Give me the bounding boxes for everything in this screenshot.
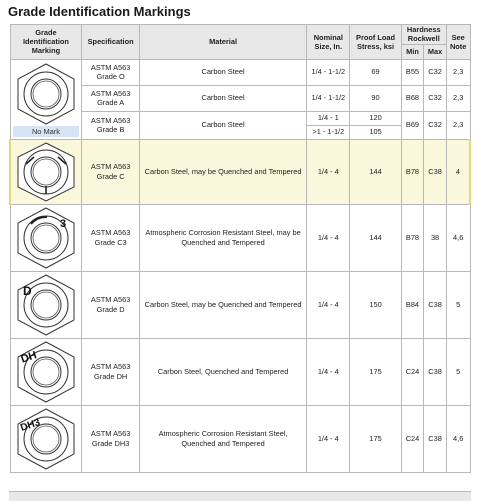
max-cell: C32 xyxy=(424,59,447,85)
note-cell: 4 xyxy=(446,139,470,204)
note-cell: 2,3 xyxy=(446,85,470,111)
material-cell: Carbon Steel, may be Quenched and Tempered xyxy=(139,271,306,338)
note-cell: 5 xyxy=(446,271,470,338)
table-row xyxy=(10,405,470,472)
spec-cell: ASTM A563 Grade C xyxy=(82,139,140,204)
grade-table xyxy=(9,24,471,473)
hex-nut-icon xyxy=(13,273,79,337)
proof-cell: 150 xyxy=(350,271,401,338)
proof-cell: 175 xyxy=(350,338,401,405)
table-row xyxy=(10,59,470,85)
note-cell: 2,3 xyxy=(446,111,470,139)
hex-nut-icon xyxy=(13,340,79,404)
header-min: Min xyxy=(401,44,424,59)
hex-nut-no-mark xyxy=(10,59,82,139)
size-cell: 1/4 - 4 xyxy=(307,204,350,271)
header-specification: Specification xyxy=(82,25,140,60)
table-row-highlighted xyxy=(10,139,470,204)
proof-cell: 120 xyxy=(350,111,401,125)
min-cell: B78 xyxy=(401,139,424,204)
max-cell: C32 xyxy=(424,85,447,111)
header-hardness: Hardness Rockwell xyxy=(401,25,446,45)
material-cell: Carbon Steel xyxy=(139,111,306,139)
size-cell: 1/4 - 1-1/2 xyxy=(307,59,350,85)
header-material: Material xyxy=(139,25,306,60)
size-cell: 1/4 - 4 xyxy=(307,338,350,405)
size-cell: 1/4 - 4 xyxy=(307,271,350,338)
max-cell: 38 xyxy=(424,204,447,271)
max-cell: C32 xyxy=(424,111,447,139)
min-cell: B68 xyxy=(401,85,424,111)
material-cell: Carbon Steel, Quenched and Tempered xyxy=(139,338,306,405)
hex-nut-grade-dh3 xyxy=(10,405,82,472)
proof-cell: 175 xyxy=(350,405,401,472)
hex-nut-icon xyxy=(13,206,79,270)
header-max: Max xyxy=(424,44,447,59)
spec-cell: ASTM A563 Grade C3 xyxy=(82,204,140,271)
min-cell: C24 xyxy=(401,405,424,472)
min-cell: B69 xyxy=(401,111,424,139)
note-cell: 4,6 xyxy=(446,204,470,271)
proof-cell: 144 xyxy=(350,139,401,204)
size-cell: 1/4 - 1-1/2 xyxy=(307,85,350,111)
proof-cell: 90 xyxy=(350,85,401,111)
spec-cell: ASTM A563 Grade O xyxy=(82,59,140,85)
material-cell: Atmospheric Corrosion Resistant Steel, Quenched and Tempered xyxy=(139,405,306,472)
min-cell: B55 xyxy=(401,59,424,85)
nut-mark-text: 3 xyxy=(59,217,67,230)
hex-nut-grade-dh xyxy=(10,338,82,405)
note-cell: 5 xyxy=(446,338,470,405)
note-cell: 4,6 xyxy=(446,405,470,472)
max-cell: C38 xyxy=(424,338,447,405)
hex-nut-icon xyxy=(13,141,79,203)
min-cell: C24 xyxy=(401,338,424,405)
max-cell: C38 xyxy=(424,405,447,472)
table-row xyxy=(10,204,470,271)
size-cell: 1/4 - 4 xyxy=(307,139,350,204)
header-nominal-size: Nominal Size, In. xyxy=(307,25,350,60)
nut-mark-text: D xyxy=(22,283,32,298)
min-cell: B84 xyxy=(401,271,424,338)
header-proof-load: Proof Load Stress, ksi xyxy=(350,25,401,60)
spec-cell: ASTM A563 Grade D xyxy=(82,271,140,338)
hex-nut-grade-c3 xyxy=(10,204,82,271)
spec-cell: ASTM A563 Grade B xyxy=(82,111,140,139)
header-see-note: See Note xyxy=(446,25,470,60)
page-title: Grade Identification Markings xyxy=(8,4,191,19)
size-cell: >1 - 1-1/2 xyxy=(307,125,350,139)
size-cell: 1/4 - 1 xyxy=(307,111,350,125)
note-cell: 2,3 xyxy=(446,59,470,85)
hex-nut-grade-d xyxy=(10,271,82,338)
material-cell: Atmospheric Corrosion Resistant Steel, may be Quenched and Tempered xyxy=(139,204,306,271)
table-row xyxy=(10,271,470,338)
proof-cell: 105 xyxy=(350,125,401,139)
no-mark-label: No Mark xyxy=(13,126,80,137)
min-cell: B78 xyxy=(401,204,424,271)
max-cell: C38 xyxy=(424,139,447,204)
spec-cell: ASTM A563 Grade DH3 xyxy=(82,405,140,472)
hex-nut-icon xyxy=(13,62,79,126)
proof-cell: 144 xyxy=(350,204,401,271)
nut-mark-text: DH3 xyxy=(19,416,42,434)
spec-cell: ASTM A563 Grade DH xyxy=(82,338,140,405)
material-cell: Carbon Steel, may be Quenched and Tempered xyxy=(139,139,306,204)
material-cell: Carbon Steel xyxy=(139,59,306,85)
table-row xyxy=(10,338,470,405)
hex-nut-icon xyxy=(13,407,79,471)
proof-cell: 69 xyxy=(350,59,401,85)
header-marking: Grade Identification Marking xyxy=(10,25,82,60)
size-cell: 1/4 - 4 xyxy=(307,405,350,472)
hex-nut-grade-c xyxy=(10,139,82,204)
spec-cell: ASTM A563 Grade A xyxy=(82,85,140,111)
material-cell: Carbon Steel xyxy=(139,85,306,111)
max-cell: C38 xyxy=(424,271,447,338)
nut-mark-text: DH xyxy=(19,348,39,366)
